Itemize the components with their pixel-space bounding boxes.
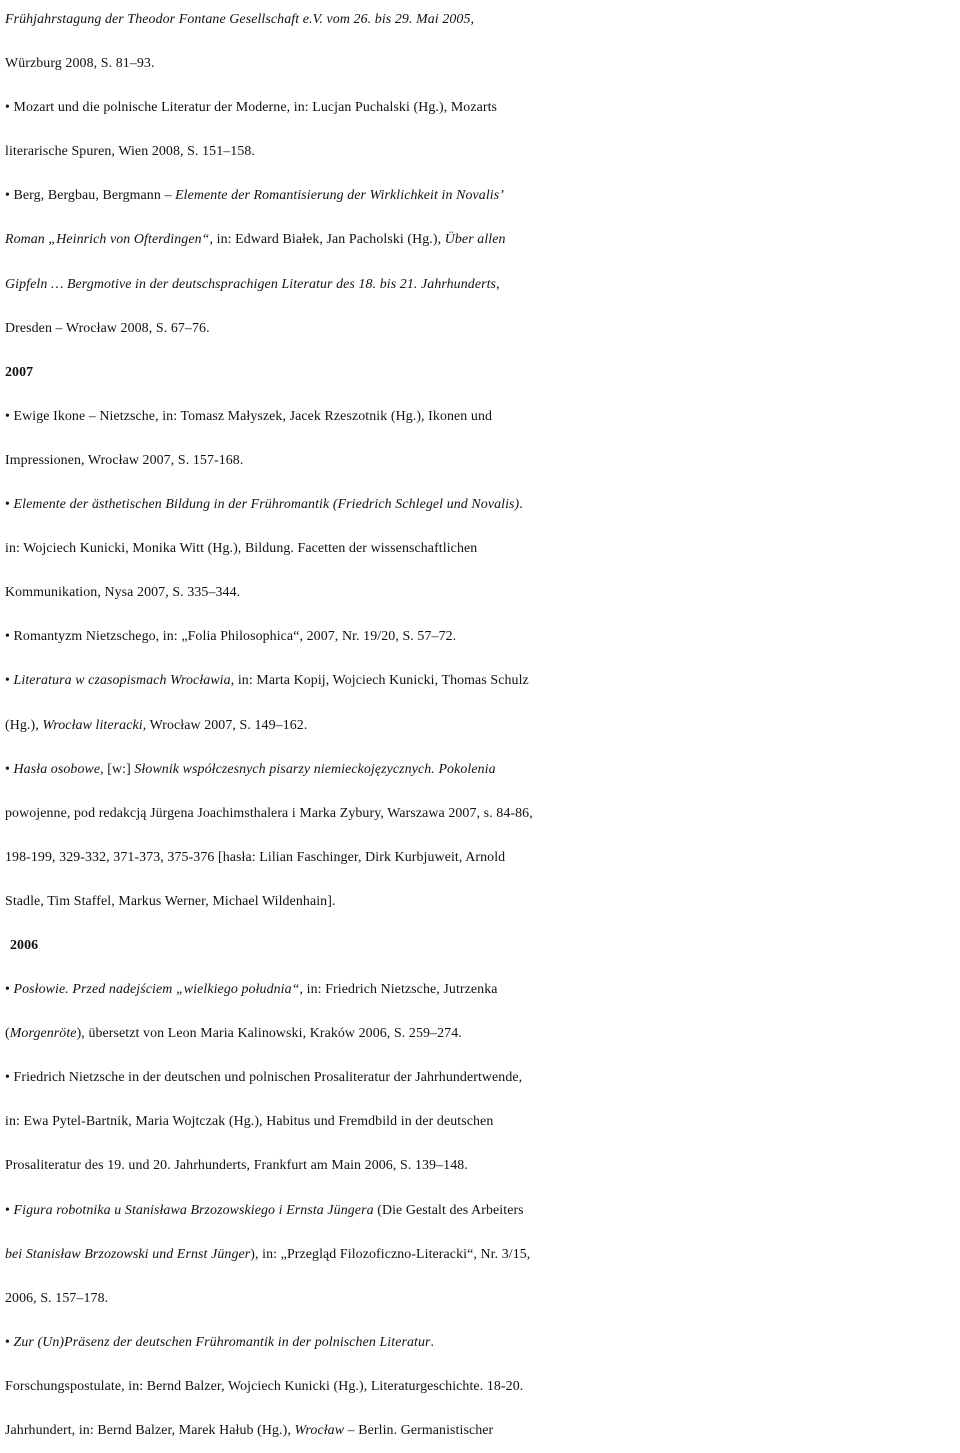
text-segment: Würzburg 2008, S. 81–93. xyxy=(5,56,155,72)
text-segment: literarische Spuren, Wien 2008, S. 151–158. xyxy=(5,144,256,160)
italic-text-segment: Zur (Un)Präsenz der deutschen Frühromantik in der polnischen Literatur xyxy=(13,1334,431,1350)
text-segment: 2006 xyxy=(10,937,39,953)
text-line xyxy=(5,527,957,571)
text-segment: Forschungspostulate, in: Bernd Balzer, Wojciech Kunicki (Hg.), Literaturgeschichte. 18-20. xyxy=(5,1378,524,1394)
text-line xyxy=(5,1233,957,1277)
text-segment: • xyxy=(5,1202,14,1218)
italic-text-segment: Elemente der ästhetischen Bildung in der Frühromantik (Friedrich Schlegel und Novalis) xyxy=(13,497,520,513)
text-segment: (Die Gestalt des Arbeiters xyxy=(373,1202,524,1218)
text-line xyxy=(5,174,957,218)
text-line xyxy=(5,0,957,42)
text-segment: , in: Friedrich Nietzsche, Jutrzenka xyxy=(299,982,498,998)
text-segment: • xyxy=(5,1334,14,1350)
text-segment: • Mozart und die polnische Literatur der Moderne, in: Lucjan Puchalski (Hg.), Mozarts xyxy=(5,100,498,116)
text-segment: , xyxy=(496,276,500,292)
italic-text-segment: Morgenröte xyxy=(9,1026,77,1042)
text-line xyxy=(5,1277,957,1321)
text-line xyxy=(5,880,957,924)
text-segment: • xyxy=(5,497,14,513)
text-segment: • xyxy=(5,982,14,998)
text-segment: 2007 xyxy=(5,364,34,380)
italic-text-segment: Posłowie. Przed nadejściem „wielkiego południa“ xyxy=(13,982,300,998)
text-segment: Prosaliteratur des 19. und 20. Jahrhunderts, Frankfurt am Main 2006, S. 139–148. xyxy=(5,1158,468,1174)
text-line xyxy=(5,218,957,262)
text-segment: , in: Edward Białek, Jan Pacholski (Hg.), xyxy=(209,232,445,248)
italic-text-segment: Wrocław literacki xyxy=(42,717,143,733)
text-line xyxy=(5,130,957,174)
text-segment: , Wrocław 2007, S. 149–162. xyxy=(142,717,308,733)
text-line xyxy=(5,792,957,836)
text-segment: powojenne, pod redakcją Jürgena Joachimsthalera i Marka Zybury, Warszawa 2007, s. 84-86, xyxy=(5,805,533,821)
text-segment: • Friedrich Nietzsche in der deutschen und polnischen Prosaliteratur der Jahrhundertwende, xyxy=(5,1070,523,1086)
text-segment: 2006, S. 157–178. xyxy=(5,1290,109,1306)
text-segment: • xyxy=(5,673,14,689)
text-line xyxy=(5,263,957,307)
text-segment: (Hg.), xyxy=(5,717,43,733)
italic-text-segment: Elemente der Romantisierung der Wirklichkeit in Novalis’ xyxy=(175,188,504,204)
text-line xyxy=(5,1012,957,1056)
text-segment: , in: Marta Kopij, Wojciech Kunicki, Thomas Schulz xyxy=(230,673,529,689)
text-line xyxy=(5,748,957,792)
italic-text-segment: Gipfeln … Bergmotive in der deutschsprachigen Literatur des 18. bis 21. Jahrhunderts xyxy=(5,276,497,292)
text-segment: • Berg, Bergbau, Bergmann – xyxy=(5,188,176,204)
italic-text-segment: Figura robotnika u Stanisława Brzozowskiego i Ernsta Jüngera xyxy=(13,1202,374,1218)
text-segment: ( xyxy=(5,1026,10,1042)
text-line xyxy=(5,1189,957,1233)
text-segment: ), in: „Przegląd Filozoficzno-Literacki“, Nr. 3/15, xyxy=(250,1246,531,1262)
text-line xyxy=(5,42,957,86)
text-segment: ), übersetzt von Leon Maria Kalinowski, Kraków 2006, S. 259–274. xyxy=(76,1026,462,1042)
text-segment: Stadle, Tim Staffel, Markus Werner, Michael Wildenhain]. xyxy=(5,893,336,909)
text-line xyxy=(5,659,957,703)
text-line xyxy=(5,615,957,659)
text-segment: • xyxy=(5,761,14,777)
text-line xyxy=(5,836,957,880)
text-line xyxy=(5,1056,957,1100)
italic-text-segment: Literatura w czasopismach Wrocławia xyxy=(13,673,231,689)
text-segment: . xyxy=(519,497,523,513)
text-segment: in: Ewa Pytel-Bartnik, Maria Wojtczak (Hg.), Habitus und Fremdbild in der deutschen xyxy=(5,1114,494,1130)
italic-text-segment: Słownik współczesnych pisarzy niemieckojęzycznych. Pokolenia xyxy=(134,761,496,777)
text-segment: • Ewige Ikone – Nietzsche, in: Tomasz Małyszek, Jacek Rzeszotnik (Hg.), Ikonen und xyxy=(5,408,493,424)
document-page xyxy=(5,0,957,1453)
text-line xyxy=(5,395,957,439)
text-line xyxy=(5,1144,957,1188)
italic-text-segment: Roman „Heinrich von Ofterdingen“ xyxy=(5,232,210,248)
text-segment: Impressionen, Wrocław 2007, S. 157-168. xyxy=(5,452,244,468)
text-segment: Jahrhundert, in: Bernd Balzer, Marek Hałub (Hg.), xyxy=(5,1423,295,1438)
text-line xyxy=(5,483,957,527)
text-line xyxy=(5,571,957,615)
year-heading xyxy=(5,351,957,395)
text-segment: – Berlin. Germanistischer xyxy=(344,1423,494,1438)
text-line xyxy=(5,1321,957,1365)
italic-text-segment: Frühjahrstagung der Theodor Fontane Gesellschaft e.V. vom 26. bis 29. Mai 2005, xyxy=(5,12,475,27)
text-line xyxy=(5,968,957,1012)
text-line xyxy=(5,1100,957,1144)
text-segment: in: Wojciech Kunicki, Monika Witt (Hg.), Bildung. Facetten der wissenschaftlichen xyxy=(5,541,478,557)
year-heading xyxy=(5,924,957,968)
text-segment: • Romantyzm Nietzschego, in: „Folia Philosophica“, 2007, Nr. 19/20, S. 57–72. xyxy=(5,629,457,645)
italic-text-segment: Über allen xyxy=(444,232,506,248)
text-line xyxy=(5,439,957,483)
text-segment: . xyxy=(430,1334,435,1350)
italic-text-segment: Hasła osobowe xyxy=(13,761,101,777)
text-line xyxy=(5,86,957,130)
text-segment: Kommunikation, Nysa 2007, S. 335–344. xyxy=(5,585,241,601)
text-segment: 198-199, 329-332, 371-373, 375-376 [hasła: Lilian Faschinger, Dirk Kurbjuweit, Arnold xyxy=(5,849,506,865)
text-line xyxy=(5,1409,957,1453)
text-segment: Dresden – Wrocław 2008, S. 67–76. xyxy=(5,320,210,336)
text-segment: , [w:] xyxy=(100,761,135,777)
text-line xyxy=(5,1365,957,1409)
italic-text-segment: bei Stanisław Brzozowski und Ernst Jünger xyxy=(5,1246,251,1262)
text-line xyxy=(5,307,957,351)
text-line xyxy=(5,704,957,748)
italic-text-segment: Wrocław xyxy=(294,1423,345,1438)
